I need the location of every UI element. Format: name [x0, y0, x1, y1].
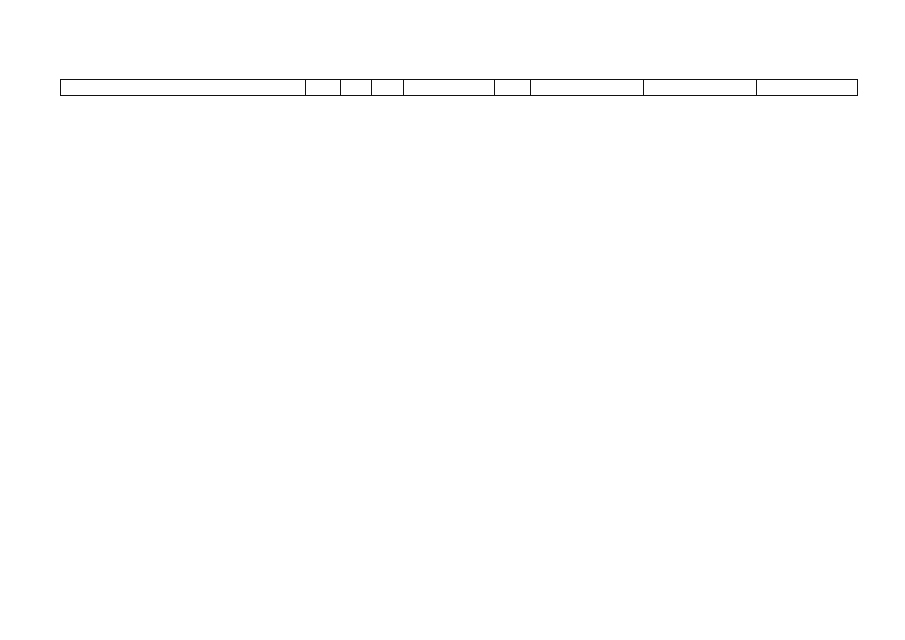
- column-header-4: [372, 80, 404, 96]
- column-header-2: [306, 80, 341, 96]
- column-header-6: [495, 80, 531, 96]
- column-header-table: [60, 79, 858, 96]
- column-header-9: [757, 80, 858, 96]
- column-header-1: [61, 80, 306, 96]
- column-header-row: [61, 80, 858, 96]
- column-header-8: [644, 80, 757, 96]
- column-header-7: [531, 80, 644, 96]
- column-header-3: [341, 80, 372, 96]
- column-header-5: [404, 80, 495, 96]
